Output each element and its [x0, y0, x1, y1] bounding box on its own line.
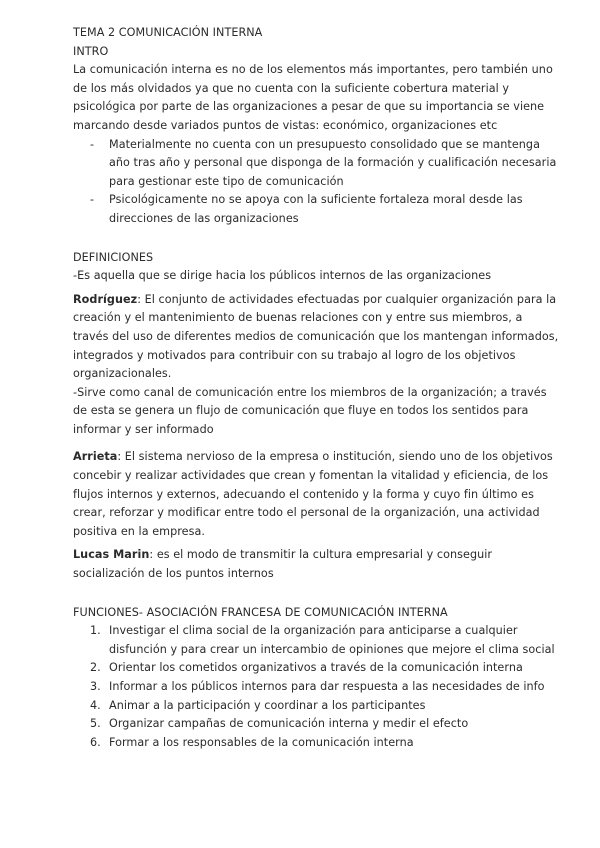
funciones-heading: FUNCIONES- ASOCIACIÓN FRANCESA DE COMUNICACIÓN INTERNA	[73, 605, 448, 619]
funcion-text: Investigar el clima social de la organización para anticiparse a cualquier disfunción y para crear un intercambio de opiniones que mejore el clima social	[109, 624, 555, 656]
author-rodriguez: Rodríguez	[73, 292, 138, 306]
funcion-item	[90, 715, 560, 734]
funcion-number: 3.	[90, 680, 101, 693]
definicion-line-2: -Sirve como canal de comunicación entre los miembros de la organización; a través de esta se genera un flujo de comunicación que fluye en todos los sentidos para informar y ser informado	[73, 385, 547, 436]
definiciones-heading: DEFINICIONES	[73, 250, 154, 264]
funcion-item	[90, 697, 560, 716]
funcion-number: 1.	[90, 624, 101, 638]
definicion-arrieta-text: : El sistema nervioso de la empresa o institución, siendo uno de los objetivos concebir y realizar actividades que crean y fomentan la vitalidad y eficiencia, de los flujos internos y externos, adecuando el contenido y la forma y cuyo fin último es crear, reforzar y modificar entre todo el personal de la organización, una actividad positiva en la empresa.	[73, 450, 553, 538]
funcion-text: Formar a los responsables de la comunicación interna	[109, 735, 414, 749]
funcion-item	[90, 678, 560, 697]
definicion-lucas-marin	[73, 546, 560, 583]
funcion-item	[90, 622, 560, 659]
definicion-rodriguez-text: : El conjunto de actividades efectuadas por cualquier organización para la creación y el mantenimiento de buenas relaciones con y entre sus miembros, a través del uso de diferentes medios de comunicación que los mantengan informados, integrados y motivados para contribuir con su trabajo al logro de los objetivos organizacionales.	[73, 292, 559, 381]
funcion-item	[90, 659, 560, 678]
intro-paragraph: La comunicación interna es no de los elementos más importantes, pero también uno de los más olvidados ya que no cuenta con la suficiente cobertura material y psicológica por parte de las organizaciones a pesar de que su importancia se viene marcando desde variados puntos de vistas: económico, organizaciones etc	[73, 63, 553, 132]
funcion-number: 4.	[90, 698, 101, 712]
funcion-text: Informar a los públicos internos para dar respuesta a las necesidades de info	[109, 680, 545, 693]
intro-bullet: - Materialmente no cuenta con un presupuesto consolidado que se mantenga año tras año y personal que disponga de la formación y cualificación necesaria para gestionar este tipo de comunicación	[90, 136, 560, 192]
author-arrieta: Arrieta	[73, 450, 118, 464]
funciones-list	[73, 622, 560, 752]
definicion-arrieta	[73, 448, 560, 541]
intro-heading: INTRO	[73, 44, 109, 58]
funcion-number: 5.	[90, 717, 101, 731]
funcion-number: 6.	[90, 735, 101, 749]
funcion-number: 2.	[90, 661, 101, 675]
intro-bullet-list	[73, 136, 560, 229]
intro-bullet: - Psicológicamente no se apoya con la suficiente fortaleza moral desde las direcciones de las organizaciones	[90, 191, 560, 228]
funcion-text: Orientar los cometidos organizativos a través de la comunicación interna	[109, 661, 523, 675]
definicion-line-1: -Es aquella que se dirige hacia los públicos internos de las organizaciones	[73, 269, 492, 283]
funcion-item	[90, 734, 560, 753]
funcion-text: Organizar campañas de comunicación interna y medir el efecto	[109, 717, 469, 731]
author-lucas-marin: Lucas Marin	[73, 548, 150, 562]
definicion-lucas-text: : es el modo de transmitir la cultura empresarial y conseguir socialización de los puntos internos	[73, 548, 493, 581]
document-title: TEMA 2 COMUNICACIÓN INTERNA	[73, 26, 263, 39]
funcion-text: Animar a la participación y coordinar a los participantes	[109, 698, 426, 712]
definicion-rodriguez	[73, 291, 560, 384]
